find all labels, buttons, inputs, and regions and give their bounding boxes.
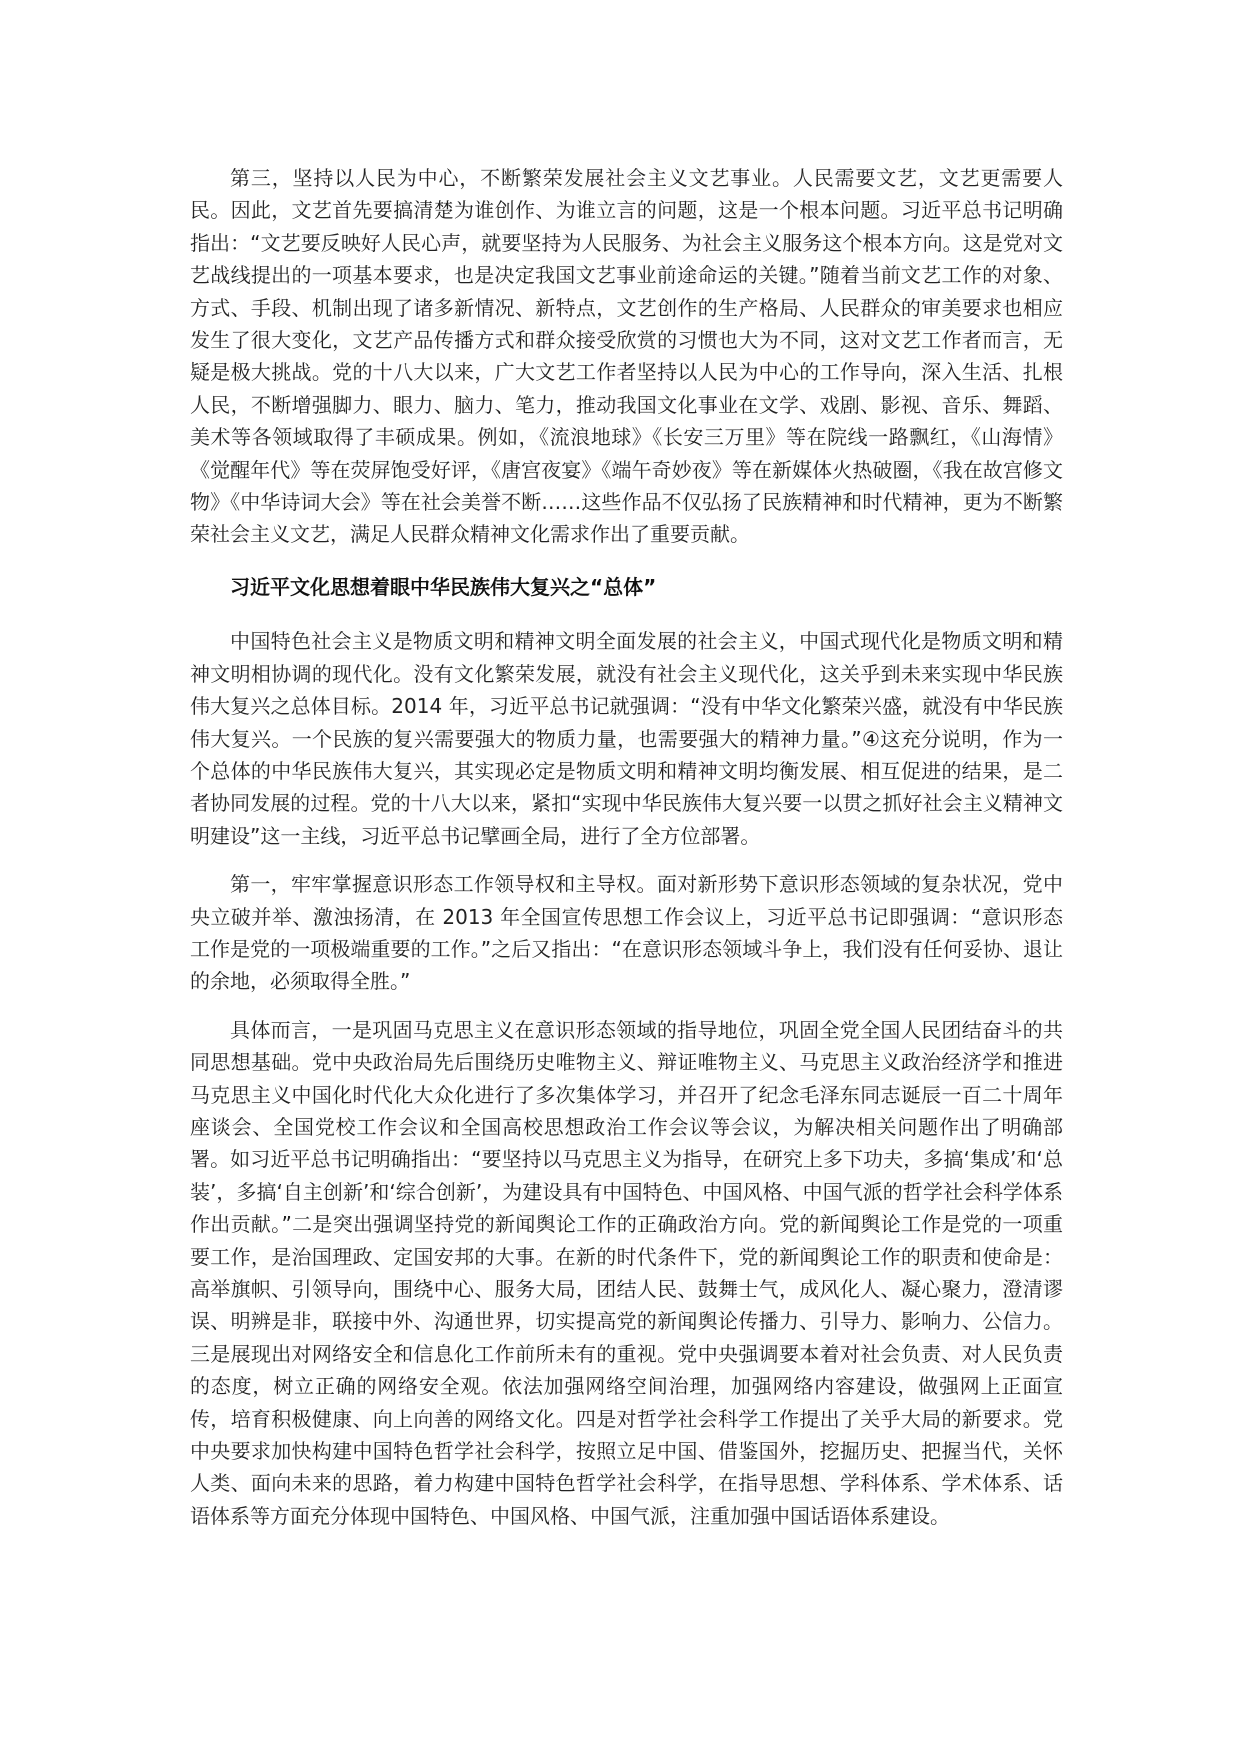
document-page: [190, 162, 1063, 1548]
section-heading: 习近平文化思想着眼中华民族伟大复兴之“总体”: [230, 574, 657, 599]
paragraph-specific-measures: 具体而言，一是巩固马克思主义在意识形态领域的指导地位，巩固全党全国人民团结奋斗的共同思想基础。党中央政治局先后围绕历史唯物主义、辩证唯物主义、马克思主义政治经济学和推进马克思主义中国化时代化大众化进行了多次集体学习，并召开了纪念毛泽东同志诞辰一百二十周年座谈会、全国党校工作会议和全国高校思想政治工作会议等会议，为解决相关问题作出了明确部署。如习近平总书记明确指出：“要坚持以马克思主义为指导，在研究上多下功夫，多搞‘集成’和‘总装’，多搞‘自主创新’和‘综合创新’，为建设具有中国特色、中国风格、中国气派的哲学社会科学体系作出贡献。”二是突出强调坚持党的新闻舆论工作的正确政治方向。党的新闻舆论工作是党的一项重要工作，是治国理政、定国安邦的大事。在新的时代条件下，党的新闻舆论工作的职责和使命是：高举旗帜、引领导向，围绕中心、服务大局，团结人民、鼓舞士气，成风化人、凝心聚力，澄清谬误、明辨是非，联接中外、沟通世界，切实提高党的新闻舆论传播力、引导力、影响力、公信力。三是展现出对网络安全和信息化工作前所未有的重视。党中央强调要本着对社会负责、对人民负责的态度，树立正确的网络安全观。依法加强网络空间治理，加强网络内容建设，做强网上正面宣传，培育积极健康、向上向善的网络文化。四是对哲学社会科学工作提出了关乎大局的新要求。党中央要求加快构建中国特色哲学社会科学，按照立足中国、借鉴国外，挖掘历史、把握当代，关怀人类、面向未来的思路，着力构建中国特色哲学社会科学，在指导思想、学科体系、学术体系、话语体系等方面充分体现中国特色、中国风格、中国气派，注重加强中国话语体系建设。: [190, 1017, 1063, 1528]
paragraph-people-centered-arts: 第三，坚持以人民为中心，不断繁荣发展社会主义文艺事业。人民需要文艺，文艺更需要人民。因此，文艺首先要搞清楚为谁创作、为谁立言的问题，这是一个根本问题。习近平总书记明确指出：“文艺要反映好人民心声，就要坚持为人民服务、为社会主义服务这个根本方向。这是党对文艺战线提出的一项基本要求，也是决定我国文艺事业前途命运的关键。”随着当前文艺工作的对象、方式、手段、机制出现了诸多新情况、新特点，文艺创作的生产格局、人民群众的审美要求也相应发生了很大变化，文艺产品传播方式和群众接受欣赏的习惯也大为不同，这对文艺工作者而言，无疑是极大挑战。党的十八大以来，广大文艺工作者坚持以人民为中心的工作导向，深入生活、扎根人民，不断增强脚力、眼力、脑力、笔力，推动我国文化事业在文学、戏剧、影视、音乐、舞蹈、美术等各领域取得了丰硕成果。例如，《流浪地球》《长安三万里》等在院线一路飘红，《山海情》《觉醒年代》等在荧屏饱受好评，《唐宫夜宴》《端午奇妙夜》等在新媒体火热破圈，《我在故宫修文物》《中华诗词大会》等在社会美誉不断……这些作品不仅弘扬了民族精神和时代精神，更为不断繁荣社会主义文艺，满足人民群众精神文化需求作出了重要贡献。: [190, 166, 1063, 547]
paragraph-ideology-leadership: 第一，牢牢掌握意识形态工作领导权和主导权。面对新形势下意识形态领域的复杂状况，党中央立破并举、激浊扬清，在 2013 年全国宣传思想工作会议上，习近平总书记即强调：“意识形态工作是党的一项极端重要的工作。”之后又指出：“在意识形态领域斗争上，我们没有任何妥协、退让的余地，必须取得全胜。”: [190, 872, 1063, 994]
paragraph-material-spiritual-civilization: 中国特色社会主义是物质文明和精神文明全面发展的社会主义，中国式现代化是物质文明和精神文明相协调的现代化。没有文化繁荣发展，就没有社会主义现代化，这关乎到未来实现中华民族伟大复兴之总体目标。2014 年，习近平总书记就强调：“没有中华文化繁荣兴盛，就没有中华民族伟大复兴。一个民族的复兴需要强大的物质力量，也需要强大的精神力量。”④这充分说明，作为一个总体的中华民族伟大复兴，其实现必定是物质文明和精神文明均衡发展、相互促进的结果，是二者协同发展的过程。党的十八大以来，紧扣“实现中华民族伟大复兴要一以贯之抓好社会主义精神文明建设”这一主线，习近平总书记擘画全局，进行了全方位部署。: [190, 629, 1063, 848]
